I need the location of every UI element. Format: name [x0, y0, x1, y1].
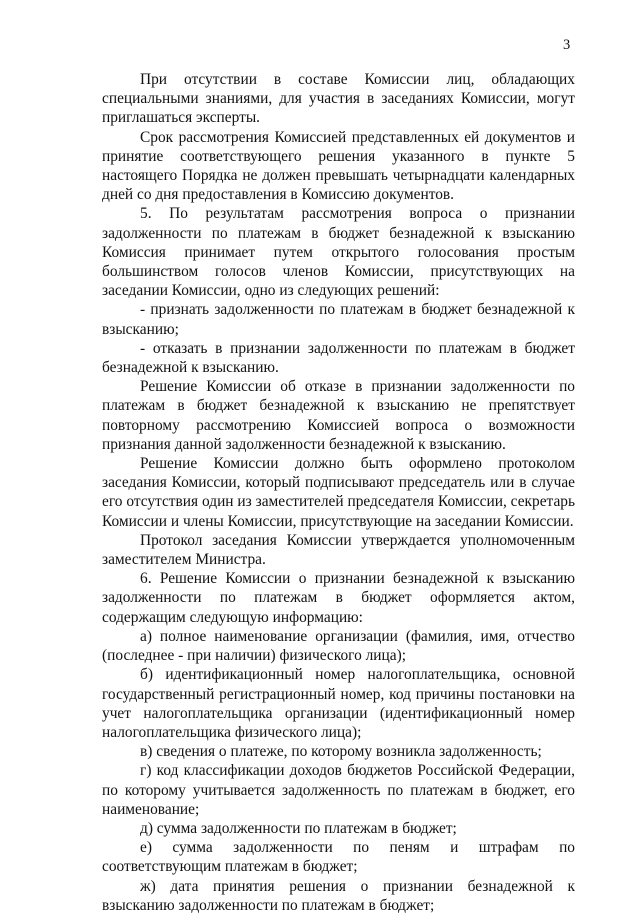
- paragraph-protocol-signing: Решение Комиссии должно быть оформлено протоколом заседания Комиссии, который подписывают председатель или в случае его отсутствия один из заместителей председателя Комиссии, секретарь Комиссии и члены Комиссии, присутствующие на заседании Комиссии.: [102, 455, 575, 530]
- paragraph-item-5: 5. По результатам рассмотрения вопроса о признании задолженности по платежам в бюджет безнадежной к взысканию Комиссия принимает путем открытого голосования простым большинством голосов членов Комиссии, присутствующих на заседании Комиссии, одно из следующих решений:: [102, 205, 575, 300]
- paragraph-review-term: Срок рассмотрения Комиссией представленных ей документов и принятие соответствующего решения указанного в пункте 5 настоящего Порядка не должен превышать четырнадцати календарных дней со дня предоставления в Комиссию документов.: [102, 128, 575, 204]
- paragraph-subitem-g: г) код классификации доходов бюджетов Российской Федерации, по которому учитывается задолженность по платежам в бюджет, его наименование;: [102, 762, 575, 818]
- paragraph-option-recognize: - признать задолженности по платежам в бюджет безнадежной к взысканию;: [102, 301, 575, 338]
- paragraph-subitem-zh: ж) дата принятия решения о признании безнадежной к взысканию задолженности по платежам в бюджет;: [102, 877, 575, 914]
- document-body: [102, 70, 575, 915]
- paragraph-subitem-b: б) идентификационный номер налогоплательщика, основной государственный регистрационный номер, код причины постановки на учет налогоплательщика организации (идентификационный номер налогоплательщика физического лица);: [102, 666, 575, 741]
- paragraph-protocol-approval: Протокол заседания Комиссии утверждается уполномоченным заместителем Министра.: [102, 531, 575, 569]
- page-number: 3: [563, 37, 571, 53]
- paragraph-subitem-a: а) полное наименование организации (фамилия, имя, отчество (последнее - при наличии) физического лица);: [102, 627, 575, 665]
- paragraph-option-refuse: - отказать в признании задолженности по платежам в бюджет безнадежной к взысканию.: [102, 339, 575, 377]
- paragraph-subitem-d: д) сумма задолженности по платежам в бюджет;: [140, 819, 457, 837]
- paragraph-refusal-effect: Решение Комиссии об отказе в признании задолженности по платежам в бюджет безнадежной к взысканию не препятствует повторному рассмотрению Комиссией вопроса о возможности признания данной задолженности безнадежной к взысканию.: [102, 378, 575, 453]
- paragraph-item-6: 6. Решение Комиссии о признании безнадежной к взысканию задолженности по платежам в бюджет оформляется актом, содержащим следующую информацию:: [102, 570, 575, 626]
- paragraph-subitem-v: в) сведения о платеже, по которому возникла задолженность;: [140, 743, 542, 761]
- paragraph-subitem-e: е) сумма задолженности по пеням и штрафам по соответствующим платежам в бюджет;: [102, 839, 575, 876]
- paragraph-experts: При отсутствии в составе Комиссии лиц, обладающих специальными знаниями, для участия в заседаниях Комиссии, могут приглашаться эксперты.: [102, 71, 575, 127]
